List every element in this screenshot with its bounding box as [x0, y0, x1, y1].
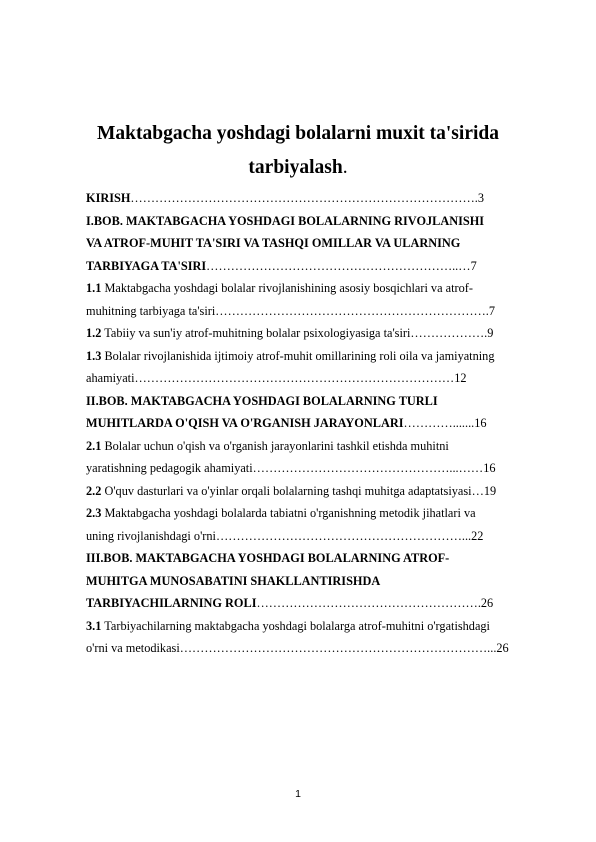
toc-section-text: yaratishning pedagogik ahamiyati — [86, 461, 253, 475]
toc-section-number: 2.2 — [86, 483, 102, 498]
title-line-2-text: tarbiyalash — [248, 157, 343, 178]
toc-leader-dots: ………………………………………………. — [256, 596, 481, 610]
page-number: 1 — [295, 788, 301, 800]
toc-page-number: 3 — [477, 191, 484, 205]
document-title-line-1: Maktabgacha yoshdagi bolalarni muxit ta'sirida — [97, 123, 499, 144]
toc-section-2-3[interactable] — [86, 502, 556, 525]
title-line-2-period: . — [342, 157, 348, 178]
toc-page-number: 26 — [480, 596, 494, 610]
toc-leader-dots: …………………………………………...…… — [252, 461, 484, 475]
toc-section-1-2[interactable] — [86, 322, 556, 345]
toc-chapter-2-line-1[interactable]: II.BOB. MAKTABGACHA YOSHDAGI BOLALARNING TURLI — [86, 393, 438, 408]
toc-chapter-1-line-1[interactable]: I.BOB. MAKTABGACHA YOSHDAGI BOLALARNING RIVOJLANISHI — [86, 213, 485, 228]
toc-leader-dots: ……………………………………………………..… — [206, 258, 471, 273]
toc-label: TARBIYACHILARNING ROLI — [86, 596, 257, 610]
toc-section-text: Maktabgacha yoshdagi bolalarda tabiatni o'rganishning metodik jihatlari va — [104, 506, 476, 520]
toc-leader-dots: ……………………………………………………... — [215, 528, 472, 543]
toc-page-number: 12 — [454, 371, 467, 385]
toc-page-number: 7 — [470, 258, 477, 273]
toc-chapter-1-line-2[interactable]: VA ATROF-MUHIT TA'SIRI VA TASHQI OMILLAR VA ULARNING — [86, 236, 461, 250]
toc-chapter-2-line-2[interactable] — [86, 412, 556, 435]
toc-leader-dots: …………………………………………………………………… — [134, 371, 455, 385]
toc-page-number: 22 — [471, 528, 484, 543]
toc-chapter-3-line-3[interactable] — [86, 592, 556, 615]
toc-leader-dots: …………....... — [403, 416, 475, 430]
toc-page-number: 7 — [488, 303, 496, 318]
toc-section-3-1[interactable] — [86, 615, 556, 638]
toc-section-text: O'quv dasturlari va o'yinlar orqali bolalarning tashqi muhitga adaptatsiyasi — [104, 483, 472, 498]
toc-section-2-1[interactable] — [86, 435, 556, 458]
toc-section-text: Bolalar rivojlanishida ijtimoiy atrof-muhit omillarining roli oila va jamiyatning — [104, 348, 495, 363]
table-of-contents — [86, 187, 556, 660]
toc-leader-dots: ………………. — [410, 326, 488, 340]
toc-section-text: Tarbiyachilarning maktabgacha yoshdagi bolalarga atrof-muhitni o'rgatishdagi — [104, 618, 490, 633]
toc-label: TARBIYAGA TA'SIRI — [86, 258, 207, 273]
toc-page-number: 26 — [496, 641, 509, 655]
toc-section-text: Tabiiy va sun'iy atrof-muhitning bolalar psixologiyasiga ta'siri — [104, 326, 411, 340]
toc-section-number: 2.1 — [86, 438, 102, 453]
toc-leader-dots: …………………………………………………………………... — [179, 641, 497, 655]
toc-section-text: Maktabgacha yoshdagi bolalar rivojlanishining asosiy bosqichlari va atrof- — [104, 281, 473, 295]
toc-label: MUHITLARDA O'QISH VA O'RGANISH JARAYONLARI — [86, 416, 404, 430]
toc-section-1-1-cont[interactable] — [86, 300, 556, 323]
toc-section-text: o'rni va metodikasi — [86, 641, 180, 655]
toc-page-number: 9 — [487, 326, 494, 340]
toc-section-text: ahamiyati — [86, 371, 135, 385]
toc-section-1-1[interactable] — [86, 277, 556, 300]
toc-chapter-3-line-2[interactable]: MUHITGA MUNOSABATINI SHAKLLANTIRISHDA — [86, 573, 381, 588]
toc-leader-dots: …………………………………………………………………………. — [130, 191, 478, 205]
toc-section-text: muhitning tarbiyaga ta'siri — [86, 303, 216, 318]
toc-section-2-3-cont[interactable] — [86, 525, 556, 548]
toc-chapter-3-line-1[interactable]: III.BOB. MAKTABGACHA YOSHDAGI BOLALARNING ATROF- — [86, 551, 450, 565]
toc-section-2-1-cont[interactable] — [86, 457, 556, 480]
toc-section-number: 1.1 — [86, 281, 102, 295]
toc-section-1-3[interactable] — [86, 345, 556, 368]
toc-section-number: 2.3 — [86, 506, 102, 520]
toc-section-3-1-cont[interactable] — [86, 637, 556, 660]
toc-section-2-2[interactable] — [86, 480, 556, 503]
toc-section-number: 1.3 — [86, 348, 102, 363]
toc-label: KIRISH — [86, 191, 131, 205]
toc-section-text: Bolalar uchun o'qish va o'rganish jarayonlarini tashkil etishda muhitni — [104, 438, 449, 453]
toc-page-number: 16 — [483, 461, 496, 475]
toc-chapter-1-line-3[interactable] — [86, 255, 556, 278]
toc-page-number: 16 — [474, 416, 487, 430]
toc-section-number: 1.2 — [86, 326, 102, 340]
toc-section-1-3-cont[interactable] — [86, 367, 556, 390]
toc-leader-dots: … — [471, 483, 484, 498]
document-title-line-2 — [86, 152, 510, 184]
toc-page-number: 19 — [483, 483, 497, 498]
toc-section-text: uning rivojlanishdagi o'rni — [86, 528, 216, 543]
toc-leader-dots: …………………………………………………………. — [215, 303, 489, 318]
toc-section-number: 3.1 — [86, 618, 102, 633]
toc-entry-kirish[interactable] — [86, 187, 556, 210]
